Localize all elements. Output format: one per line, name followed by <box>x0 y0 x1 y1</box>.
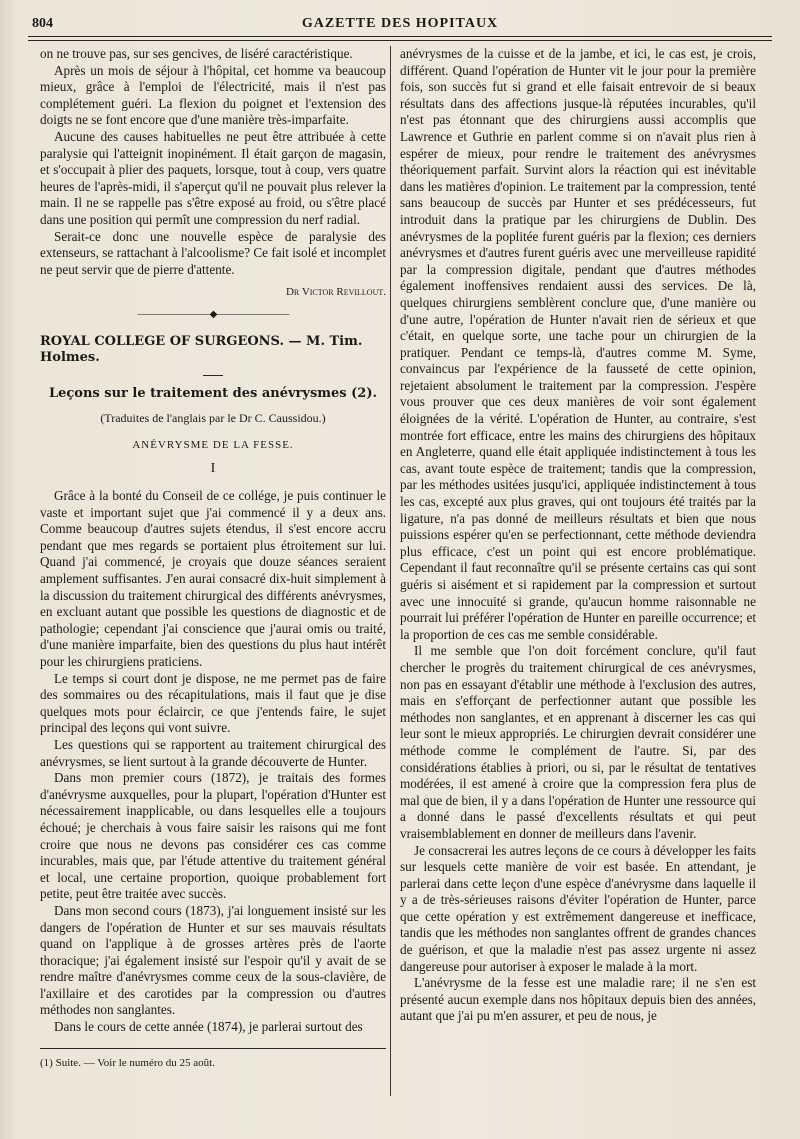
paragraph: Aucune des causes habituelles ne peut être attribuée à cette paralysie qui l'atteignit inopinément. Il était garçon de magasin, et s'occupait à plier des paquets, lorsque, tout à coup, vers quatre heures de l'après-midi, il s'aperçut qu'il ne pouvait plus relever la main. Il ne se rappelle pas s'être exposé au froid, ou s'être placé dans une position qui permît une compression du nerf radial. <box>40 128 386 227</box>
footnote: (1) Suite. — Voir le numéro du 25 août. <box>40 1056 215 1069</box>
journal-title: GAZETTE DES HOPITAUX <box>301 16 499 31</box>
paragraph: Les questions qui se rapportent au traitement chirurgical des anévrysmes, se lient surtout à la grande découverte de Hunter. <box>40 736 386 769</box>
paragraph: Je consacrerai les autres leçons de ce cours à développer les faits sur lesquels cette manière de voir est basée. En attendant, je parlerai dans cette leçon d'une espèce d'anévrysme dans laquelle il y a de très-sérieuses raisons d'éviter l'opération de Hunter, parce que cette opération y est extrêmement dangereuse et inefficace, tandis que les méthodes non sanglantes offrent de grandes chances de guérison, et que la maladie n'est pas assez urgente ni assez dangereuse pour autoriser à exposer le malade à la mort. <box>400 842 756 974</box>
paragraph: Dans le cours de cette année (1874), je parlerai surtout des <box>54 1019 363 1035</box>
left-column <box>40 46 386 1071</box>
paragraph: Le temps si court dont je dispose, ne me permet pas de faire des sommaires ou des récapitulations, mais il faut que je dise quelques mots pour éclaircir, ce que j'entends faire, le sujet principal des leçons qui vont suivre. <box>40 670 386 736</box>
paragraph: on ne trouve pas, sur ses gencives, de liséré caractéristique. <box>40 46 353 61</box>
author-signature: Dr Victor Revillout. <box>285 286 386 299</box>
section-title: ROYAL COLLEGE OF SURGEONS. — M. Tim. Holmes. <box>40 333 363 366</box>
paragraph: Dans mon premier cours (1872), je traitais des formes d'anévrysme auxquelles, pour la plupart, l'opération d'Hunter est nécessairement inapplicable, ou dans lesquelles elle a toujours échoué; je cherchais à vous faire saisir les raisons qui me font croire que nous ne devons pas considérer ces cas comme incurables, mais que, par l'étude attentive du traitement général et local, une certaine proportion, quoique probablement fort petite, peut être traitée avec succès. <box>40 770 386 902</box>
paragraph: Il me semble que l'on doit forcément conclure, qu'il faut chercher le progrès du traitement chirurgical de ces anévrysmes, non pas en essayant d'établir une méthode à l'exclusion des autres, mais en s'efforçant de perfectionner autant que possible les méthodes non sanglantes, et en apprenant à discerner les cas qui leur sont le mieux appropriés. Le chirurgien devrait considérer une méthode comme le complément de l'autre. Si, par des considérations établies à priori, ou si, par le résultat de tentatives modérées, il est amené à croire que la compression fera plus de mal que de bien, il y a dans l'opération de Hunter une ressource qui a donné dans le passé d'excellents résultats et qui peut vraisemblablement en donner de meilleurs dans l'avenir. <box>400 643 756 841</box>
ornamental-separator: ————————◆———————— <box>137 308 289 320</box>
header-rule <box>28 40 772 41</box>
translation-credit: (Traduites de l'anglais par le Dr C. Caussidou.) <box>100 411 326 426</box>
subheading: ANÉVRYSME DE LA FESSE. <box>132 438 294 451</box>
paragraph: L'anévrysme de la fesse est une maladie rare; il ne s'en est présenté aucun exemple dans nos hôpitaux depuis bien des années, autant que j'ai pu m'en assurer, et peu de nous, je <box>400 975 756 1024</box>
paragraph: Dans mon second cours (1873), j'ai longuement insisté sur les dangers de l'opération de Hunter et sur ses mauvais résultats quand on l'applique à de grosses artères près de l'aorte thoracique; j'ai également insisté sur l'espoir qu'il y avait de se rendre maître d'anévrysmes comme ceux de la sous-clavière, de l'axillaire et des carotides par la compression ou d'autres méthodes non sanglantes. <box>40 902 386 1018</box>
short-rule <box>203 375 223 376</box>
roman-numeral: I <box>210 461 216 477</box>
paragraph: Grâce à la bonté du Conseil de ce collége, je puis continuer le vaste et important sujet que j'ai commencé il y a deux ans. Comme beaucoup d'autres sujets étendus, il s'est encore accru pendant que mes regards se portaient plus étroitement sur lui. Quand j'ai commencé, je croyais que douze séances seraient amplement suffisantes. J'en aurai consacré dix-huit simplement à la discussion du traitement chirurgical des différents anévrysmes, en excluant autant que possible les questions de diagnostic et de pathologie; cependant j'ai conscience que j'aurai omis ou traité, d'une manière imparfaite, bien des questions du plus haut intérêt pour les chirurgiens praticiens. <box>40 488 386 669</box>
page-number: 804 <box>32 16 53 31</box>
lecture-title: Leçons sur le traitement des anévrysmes (2). <box>48 385 378 401</box>
paragraph: Après un mois de séjour à l'hôpital, cet homme va beaucoup mieux, grâce à l'emploi de l'électricité, mais il n'est pas complétement guéri. La flexion du poignet et l'extension des doigts ne se font encore que d'une manière très-imparfaite. <box>40 62 386 128</box>
paragraph: Serait-ce donc une nouvelle espèce de paralysie des extenseurs, se rattachant à l'alcoolisme? Ce fait isolé et incomplet ne peut servir que de pierre d'attente. <box>40 228 386 277</box>
page-header <box>28 10 772 37</box>
right-column <box>400 46 756 1025</box>
paragraph: anévrysmes de la cuisse et de la jambe, et ici, le cas est, je crois, différent. Quand l'opération de Hunter vit le jour pour la première fois, son succès fut si grand et elle faisait entrevoir de si beaux résultats dans des affections jusque-là réputées incurables, qu'il n'est pas étonnant que des chirurgiens aussi accomplis que Lawrence et Guthrie en parlent comme si on n'avait plus rien à espérer de mieux, pour rendre le traitement des anévrysmes théoriquement parfait. Survint alors la réaction qui est inévitable dans les matières d'opinion. Le traitement par la compression, tenté sans beaucoup de succès par Hunter et ses prédécesseurs, fut introduit dans la pratique par les chirurgiens de Dublin. Des anévrysmes de la poplitée furent guéris par la flexion; ces derniers anévrysmes et d'autres furent guéris avec une merveilleuse rapidité par la compression digitale, pendant que d'autres méthodes également inoffensives rendaient aussi des services. De là, quelques chirurgiens semblèrent conclure que, d'une manière ou d'une autre, l'opération de Hunter n'avait rien de sérieux et que c'était, en quelque sorte, une tache pour un chirurgien de la pratiquer. Pendant ce temps-là, d'autres comme M. Syme, convaincus par l'expérience de la fausseté de cette opinion, rejetaient absolument le traitement par la compression. J'espère vous prouver que ces deux manières de voir sont également éloignées de la vérité. L'opération de Hunter, au contraire, s'est montrée fort efficace, entre les mains des chirurgiens des hôpitaux en Angleterre, quand elle était appliquée indistinctement à tous les cas, avant toute espèce de traitement; tandis que la compression, par les méthodes usitées jusqu'ici, appliquée indistinctement à tous les cas, excepté aux plus graves, qui ont toujours été traités par la ligature, n'a pas donné de meilleurs résultats et bien que nous puissions espérer qu'en se perfectionnant, cette méthode deviendra plus efficace, c'est un point qui est encore problématique. Cependant il faut reconnaître qu'il se présente certains cas qui sont guéris si aisément et si rapidement par la compression et surtout avec une innocuité si grande, qu'aucun homme raisonnable ne pourrait lui préférer l'opération de Hunter en pareille occurrence; et la proportion de ces cas me semble considérable. <box>400 46 756 642</box>
column-divider <box>390 46 391 1096</box>
footnote-rule <box>40 1048 386 1049</box>
